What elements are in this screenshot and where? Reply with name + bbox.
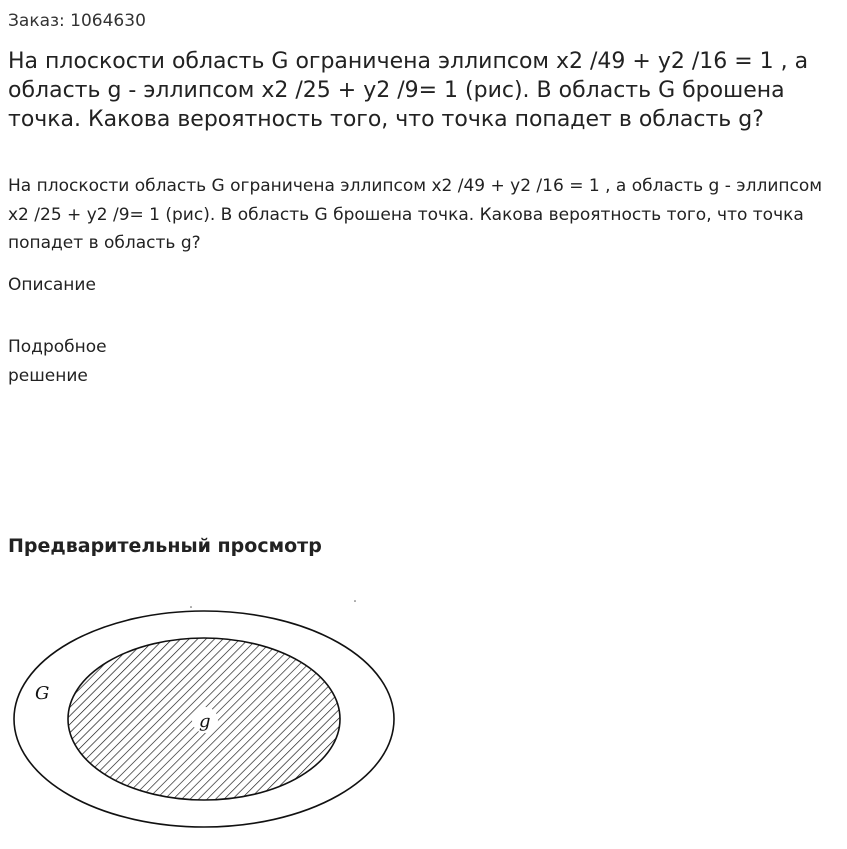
ellipse-figure bbox=[0, 590, 420, 840]
task-description: На плоскости область G ограничена эллипсом x2 /49 + y2 /16 = 1 , а область g - эллипсом x2 /25 + y2 /9= 1 (рис). В область G брошена точка. Какова вероятность того, что точка попадет в область g? bbox=[8, 176, 823, 253]
detailed-solution-label: Подробное решение bbox=[8, 337, 107, 386]
scan-speck bbox=[190, 606, 192, 608]
scan-speck bbox=[354, 600, 356, 602]
outer-region-label: G bbox=[35, 683, 50, 704]
order-number: Заказ: 1064630 bbox=[8, 11, 146, 31]
inner-region-label: g bbox=[199, 711, 211, 732]
task-title: На плоскости область G ограничена эллипсом x2 /49 + y2 /16 = 1 , а область g - эллипсом x2 /25 + y2 /9= 1 (рис). В область G брошена точка. Какова вероятность того, что точка попадет в область g? bbox=[8, 49, 809, 132]
description-label: Описание bbox=[8, 275, 96, 295]
preview-heading: Предварительный просмотр bbox=[8, 535, 322, 557]
